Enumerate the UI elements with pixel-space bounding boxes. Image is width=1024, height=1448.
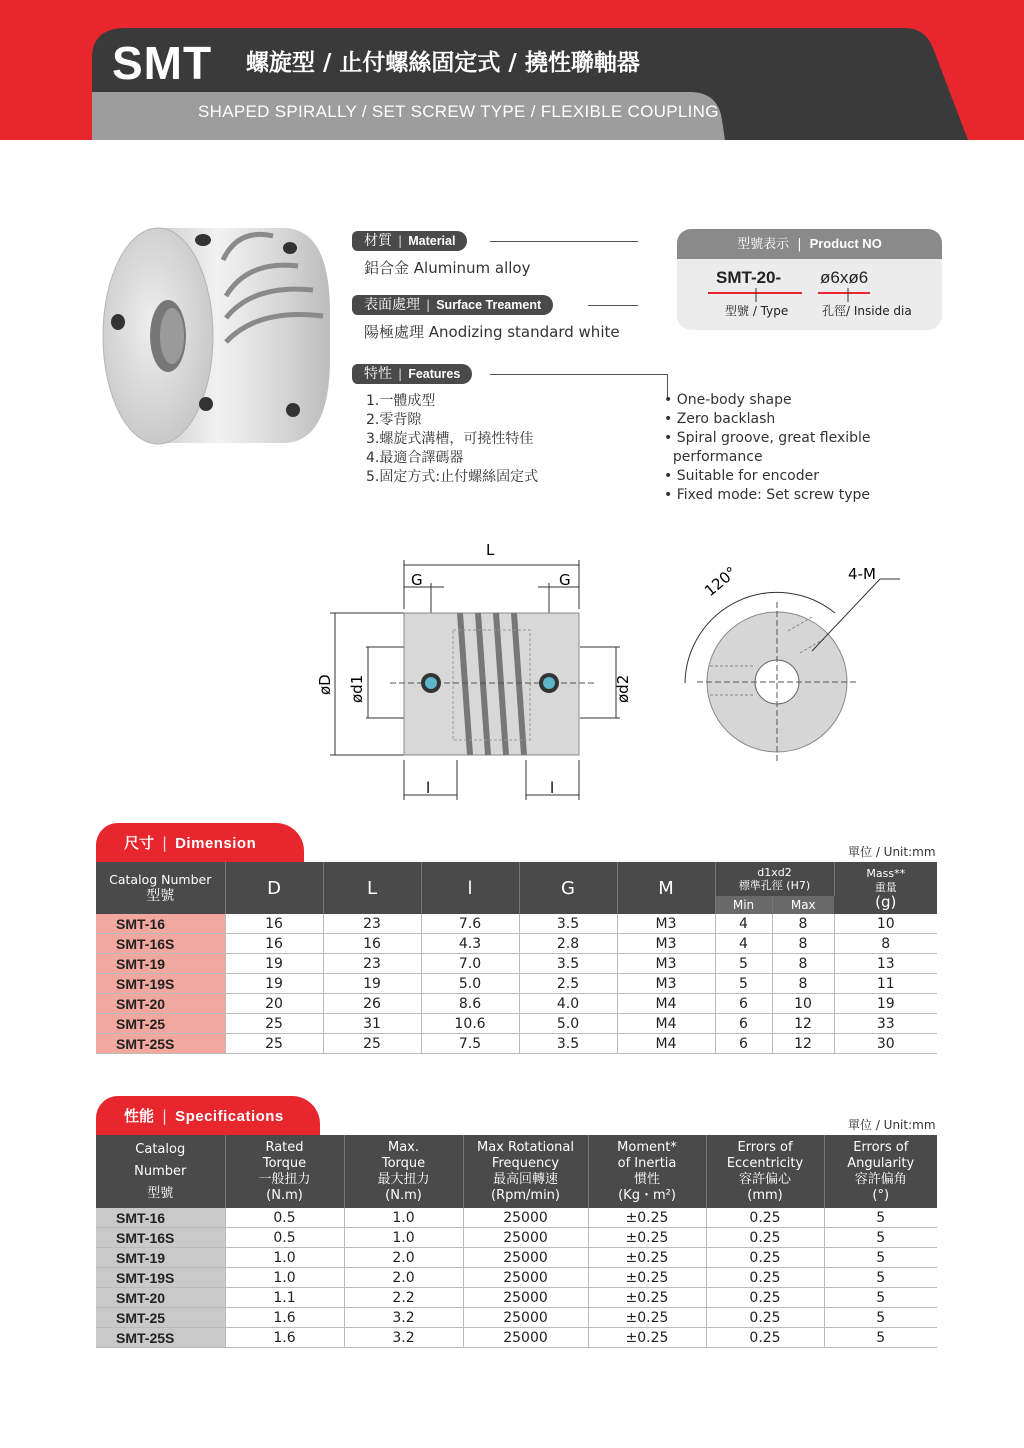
value-cell: 8 bbox=[772, 974, 834, 994]
value-cell: 25000 bbox=[463, 1308, 588, 1328]
value-cell: 1.0 bbox=[225, 1248, 344, 1268]
value-cell: 1.0 bbox=[225, 1268, 344, 1288]
feature-en-item: • Suitable for encoder bbox=[664, 468, 819, 484]
divider bbox=[490, 374, 668, 375]
value-cell: M3 bbox=[617, 914, 715, 934]
value-cell: 25000 bbox=[463, 1328, 588, 1348]
value-cell: M4 bbox=[617, 1014, 715, 1034]
feature-en-item: • Zero backlash bbox=[664, 411, 776, 427]
model-cell: SMT-16S bbox=[96, 934, 225, 954]
value-cell: 10 bbox=[834, 914, 937, 934]
value-cell: 7.6 bbox=[421, 914, 519, 934]
value-cell: 0.25 bbox=[706, 1228, 824, 1248]
product-no-dia: ø6xø6 bbox=[820, 268, 869, 287]
features-label: 特性 | Features bbox=[352, 364, 472, 384]
value-cell: 13 bbox=[834, 954, 937, 974]
model-cell: SMT-19 bbox=[96, 954, 225, 974]
value-cell: 2.0 bbox=[344, 1248, 463, 1268]
col-mass: Mass** 重量 (g) bbox=[834, 862, 937, 914]
value-cell: 2.5 bbox=[519, 974, 617, 994]
value-cell: 11 bbox=[834, 974, 937, 994]
value-cell: 6 bbox=[715, 1014, 772, 1034]
table-row bbox=[96, 1014, 937, 1034]
material-value: 鋁合金 Aluminum alloy bbox=[364, 259, 531, 277]
product-no-header: 型號表示 | Product NO bbox=[677, 229, 942, 259]
label-d1: ød1 bbox=[348, 674, 366, 703]
label-L: L bbox=[486, 541, 495, 559]
value-cell: 7.5 bbox=[421, 1034, 519, 1054]
value-cell: 10.6 bbox=[421, 1014, 519, 1034]
table-row bbox=[96, 934, 937, 954]
feature-cn-item: 3.螺旋式溝槽，可撓性特佳 bbox=[366, 431, 534, 447]
label-G-left: G bbox=[411, 571, 423, 589]
spec-col-header: Rated Torque 一般扭力 (N.m) bbox=[225, 1135, 344, 1208]
value-cell: 5 bbox=[824, 1288, 937, 1308]
value-cell: 16 bbox=[225, 934, 323, 954]
feature-cn-item: 1.一體成型 bbox=[366, 393, 436, 409]
feature-cn-item: 2.零背隙 bbox=[366, 412, 422, 428]
label-angle: 120° bbox=[701, 563, 741, 601]
value-cell: 31 bbox=[323, 1014, 421, 1034]
value-cell: 20 bbox=[225, 994, 323, 1014]
value-cell: 0.25 bbox=[706, 1288, 824, 1308]
model-cell: SMT-25 bbox=[96, 1308, 225, 1328]
value-cell: 16 bbox=[225, 914, 323, 934]
model-cell: SMT-19S bbox=[96, 1268, 225, 1288]
value-cell: 0.25 bbox=[706, 1308, 824, 1328]
surface-label: 表面處理 | Surface Treament bbox=[352, 295, 553, 315]
features-en-list bbox=[664, 391, 871, 505]
value-cell: 0.25 bbox=[706, 1328, 824, 1348]
spec-col-header: Errors of Eccentricity 容許偏心 (mm) bbox=[706, 1135, 824, 1208]
value-cell: 4.0 bbox=[519, 994, 617, 1014]
label-holes: 4-M bbox=[848, 565, 876, 583]
title-english: SHAPED SPIRALLY / SET SCREW TYPE / FLEXIBLE COUPLING bbox=[198, 102, 719, 121]
value-cell: 1.1 bbox=[225, 1288, 344, 1308]
feature-en-item: performance bbox=[664, 449, 763, 465]
value-cell: 4 bbox=[715, 914, 772, 934]
table-row bbox=[96, 974, 937, 994]
product-no-code: SMT-20- bbox=[716, 268, 782, 287]
value-cell: M3 bbox=[617, 934, 715, 954]
value-cell: 5 bbox=[824, 1268, 937, 1288]
col-min: Min bbox=[715, 896, 772, 914]
value-cell: 8 bbox=[834, 934, 937, 954]
value-cell: 26 bbox=[323, 994, 421, 1014]
table-row bbox=[96, 1328, 937, 1348]
value-cell: 5 bbox=[824, 1308, 937, 1328]
value-cell: 8 bbox=[772, 914, 834, 934]
value-cell: 25000 bbox=[463, 1208, 588, 1228]
value-cell: 33 bbox=[834, 1014, 937, 1034]
value-cell: M3 bbox=[617, 974, 715, 994]
value-cell: 25 bbox=[323, 1034, 421, 1054]
col-L: L bbox=[323, 862, 421, 914]
feature-cn-item: 5.固定方式:止付螺絲固定式 bbox=[366, 469, 539, 485]
value-cell: ±0.25 bbox=[588, 1208, 706, 1228]
value-cell: ±0.25 bbox=[588, 1308, 706, 1328]
feature-en-item: • Spiral groove, great flexible bbox=[664, 430, 871, 446]
col-bore: d1xd2 標準孔徑 (H7) bbox=[715, 862, 834, 896]
value-cell: 0.5 bbox=[225, 1208, 344, 1228]
value-cell: 5 bbox=[824, 1248, 937, 1268]
model-cell: SMT-16 bbox=[96, 914, 225, 934]
value-cell: 25000 bbox=[463, 1288, 588, 1308]
features-cn-list bbox=[366, 392, 538, 487]
value-cell: 23 bbox=[323, 954, 421, 974]
value-cell: ±0.25 bbox=[588, 1228, 706, 1248]
value-cell: M3 bbox=[617, 954, 715, 974]
col-l: l bbox=[421, 862, 519, 914]
value-cell: 8.6 bbox=[421, 994, 519, 1014]
col-catalog: Catalog Number 型號 bbox=[96, 862, 225, 914]
feature-cn-item: 4.最適合譯碼器 bbox=[366, 450, 464, 466]
value-cell: 25000 bbox=[463, 1228, 588, 1248]
value-cell: 5 bbox=[824, 1228, 937, 1248]
value-cell: 5 bbox=[715, 974, 772, 994]
value-cell: 3.5 bbox=[519, 1034, 617, 1054]
surface-value: 陽極處理 Anodizing standard white bbox=[364, 323, 620, 341]
value-cell: 3.5 bbox=[519, 914, 617, 934]
value-cell: 0.25 bbox=[706, 1208, 824, 1228]
value-cell: 5.0 bbox=[421, 974, 519, 994]
label-d2: ød2 bbox=[614, 674, 632, 703]
value-cell: 6 bbox=[715, 1034, 772, 1054]
feature-en-item: • One-body shape bbox=[664, 392, 792, 408]
model-cell: SMT-16 bbox=[96, 1208, 225, 1228]
label-l-right: l bbox=[550, 779, 555, 797]
value-cell: ±0.25 bbox=[588, 1268, 706, 1288]
value-cell: 0.25 bbox=[706, 1268, 824, 1288]
label-D: øD bbox=[316, 674, 334, 695]
table-row bbox=[96, 994, 937, 1014]
col-D: D bbox=[225, 862, 323, 914]
col-max: Max bbox=[772, 896, 834, 914]
divider bbox=[588, 305, 638, 306]
value-cell: 2.2 bbox=[344, 1288, 463, 1308]
value-cell: ±0.25 bbox=[588, 1248, 706, 1268]
value-cell: 3.5 bbox=[519, 954, 617, 974]
value-cell: 19 bbox=[225, 974, 323, 994]
model-cell: SMT-19 bbox=[96, 1248, 225, 1268]
value-cell: 19 bbox=[323, 974, 421, 994]
table-row bbox=[96, 1268, 937, 1288]
value-cell: 5 bbox=[824, 1208, 937, 1228]
table-row bbox=[96, 914, 937, 934]
value-cell: 23 bbox=[323, 914, 421, 934]
table-row bbox=[96, 1308, 937, 1328]
product-no-underline bbox=[700, 286, 900, 302]
col-M: M bbox=[617, 862, 715, 914]
model-cell: SMT-25S bbox=[96, 1328, 225, 1348]
value-cell: 25 bbox=[225, 1014, 323, 1034]
value-cell: 25000 bbox=[463, 1268, 588, 1288]
value-cell: 19 bbox=[225, 954, 323, 974]
value-cell: 16 bbox=[323, 934, 421, 954]
model-cell: SMT-25S bbox=[96, 1034, 225, 1054]
dimension-tab: 尺寸 | Dimension bbox=[96, 823, 304, 863]
value-cell: 5 bbox=[715, 954, 772, 974]
label-G-right: G bbox=[559, 571, 571, 589]
value-cell: 0.25 bbox=[706, 1248, 824, 1268]
specifications-tab: 性能 | Specifications bbox=[96, 1096, 320, 1136]
model-cell: SMT-19S bbox=[96, 974, 225, 994]
model-cell: SMT-20 bbox=[96, 1288, 225, 1308]
specifications-table bbox=[96, 1135, 937, 1348]
table-row bbox=[96, 1228, 937, 1248]
value-cell: 4 bbox=[715, 934, 772, 954]
title-chinese: 螺旋型 / 止付螺絲固定式 / 撓性聯軸器 bbox=[246, 50, 640, 76]
value-cell: 7.0 bbox=[421, 954, 519, 974]
specifications-unit: 單位 / Unit:mm bbox=[848, 1118, 936, 1132]
value-cell: 25000 bbox=[463, 1248, 588, 1268]
technical-drawing bbox=[300, 535, 920, 805]
table-row bbox=[96, 1208, 937, 1228]
value-cell: 12 bbox=[772, 1014, 834, 1034]
label-l-left: l bbox=[426, 779, 431, 797]
value-cell: 8 bbox=[772, 934, 834, 954]
dimension-unit: 單位 / Unit:mm bbox=[848, 845, 936, 859]
value-cell: M4 bbox=[617, 1034, 715, 1054]
value-cell: 2.8 bbox=[519, 934, 617, 954]
model-cell: SMT-20 bbox=[96, 994, 225, 1014]
value-cell: 3.2 bbox=[344, 1328, 463, 1348]
coupling-photo bbox=[98, 218, 338, 453]
value-cell: 3.2 bbox=[344, 1308, 463, 1328]
material-label: 材質 | Material bbox=[352, 231, 467, 251]
divider bbox=[490, 241, 638, 242]
spec-col-header: Catalog Number 型號 bbox=[96, 1135, 225, 1208]
spec-col-header: Moment* of Inertia 慣性 (Kg・m²) bbox=[588, 1135, 706, 1208]
product-code: SMT bbox=[112, 37, 213, 89]
model-cell: SMT-16S bbox=[96, 1228, 225, 1248]
dia-caption: 孔徑/ Inside dia bbox=[822, 304, 912, 318]
value-cell: ±0.25 bbox=[588, 1288, 706, 1308]
col-G: G bbox=[519, 862, 617, 914]
value-cell: ±0.25 bbox=[588, 1328, 706, 1348]
value-cell: 25 bbox=[225, 1034, 323, 1054]
table-row bbox=[96, 1288, 937, 1308]
spec-col-header: Errors of Angularity 容許偏角 (°) bbox=[824, 1135, 937, 1208]
value-cell: 5 bbox=[824, 1328, 937, 1348]
spec-col-header: Max. Torque 最大扭力 (N.m) bbox=[344, 1135, 463, 1208]
value-cell: 4.3 bbox=[421, 934, 519, 954]
value-cell: 1.6 bbox=[225, 1328, 344, 1348]
table-row bbox=[96, 1248, 937, 1268]
value-cell: 1.6 bbox=[225, 1308, 344, 1328]
value-cell: 12 bbox=[772, 1034, 834, 1054]
value-cell: 1.0 bbox=[344, 1228, 463, 1248]
table-row bbox=[96, 954, 937, 974]
type-caption: 型號 / Type bbox=[725, 304, 789, 318]
table-row bbox=[96, 1034, 937, 1054]
value-cell: 0.5 bbox=[225, 1228, 344, 1248]
value-cell: 2.0 bbox=[344, 1268, 463, 1288]
value-cell: 10 bbox=[772, 994, 834, 1014]
value-cell: 30 bbox=[834, 1034, 937, 1054]
value-cell: 5.0 bbox=[519, 1014, 617, 1034]
spec-col-header: Max Rotational Frequency 最高回轉速 (Rpm/min) bbox=[463, 1135, 588, 1208]
model-cell: SMT-25 bbox=[96, 1014, 225, 1034]
value-cell: M4 bbox=[617, 994, 715, 1014]
value-cell: 8 bbox=[772, 954, 834, 974]
feature-en-item: • Fixed mode: Set screw type bbox=[664, 487, 870, 503]
value-cell: 6 bbox=[715, 994, 772, 1014]
dimension-table bbox=[96, 862, 937, 1054]
value-cell: 19 bbox=[834, 994, 937, 1014]
value-cell: 1.0 bbox=[344, 1208, 463, 1228]
